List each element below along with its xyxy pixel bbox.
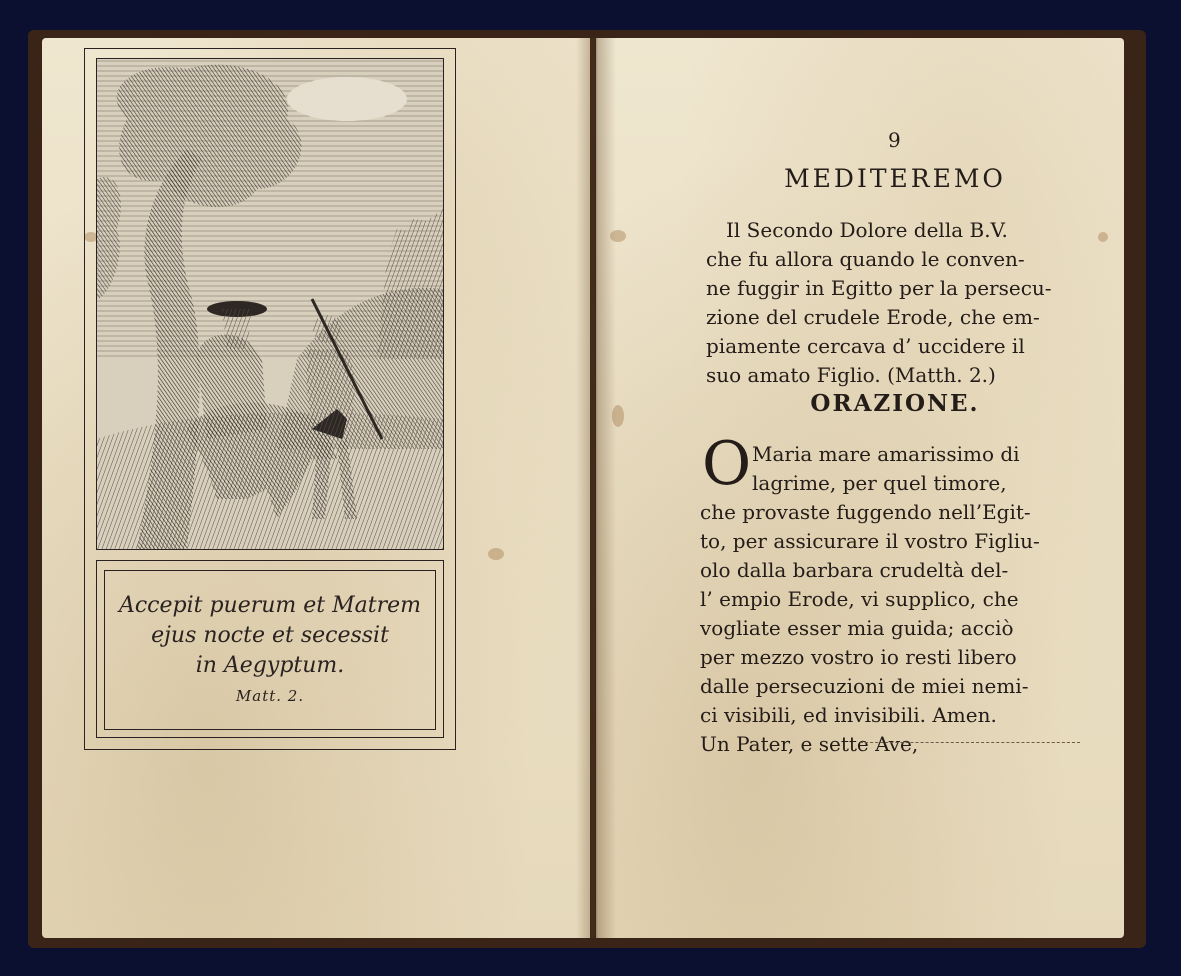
stain [488, 548, 504, 560]
text-line: per mezzo vostro io resti libero [700, 645, 1017, 669]
text-line: olo dalla barbara crudeltà del- [700, 558, 1009, 582]
end-rule [860, 742, 1080, 743]
text-line: che provaste fuggendo nell’Egit- [700, 500, 1031, 524]
caption-line: in Aegyptum. [195, 653, 345, 678]
caption-line: Accepit puerum et Matrem [118, 593, 422, 618]
text-line: vogliate esser mia guida; acciò [700, 616, 1014, 640]
text-line: l’ empio Erode, vi supplico, che [700, 587, 1019, 611]
flight-into-egypt-engraving [97, 59, 443, 549]
drop-cap: O [702, 429, 752, 499]
caption-reference: Matt. 2. [235, 687, 305, 705]
page-title: MEDITEREMO [784, 164, 1006, 193]
prayer-title: ORAZIONE. [810, 390, 980, 417]
stain [1098, 232, 1108, 242]
text-line: zione del crudele Erode, che em- [706, 305, 1040, 329]
text-line: ci visibili, ed invisibili. Amen. [700, 703, 997, 727]
book-gutter [576, 38, 616, 938]
text-line: Un Pater, e sette Ave, [700, 732, 919, 756]
stain [610, 230, 626, 242]
text-line: Maria mare amarissimo di [752, 442, 1020, 466]
text-line: piamente cercava d’ uccidere il [706, 334, 1025, 358]
prayer-paragraph [700, 440, 1095, 759]
text-line: che fu allora quando le conven- [706, 247, 1025, 271]
text-line: to, per assicurare il vostro Figliu- [700, 529, 1040, 553]
text-line: Il Secondo Dolore della B.V. [726, 218, 1008, 242]
text-line: dalle persecuzioni de miei nemi- [700, 674, 1029, 698]
caption-line: ejus nocte et secessit [151, 623, 389, 648]
text-line: ne fuggir in Egitto per la persecu- [706, 276, 1052, 300]
text-line: suo amato Figlio. (Matth. 2.) [706, 363, 996, 387]
page-number: 9 [888, 128, 901, 152]
plate-caption [104, 570, 436, 730]
text-line: lagrime, per quel timore, [752, 471, 1007, 495]
stain [612, 405, 624, 427]
meditation-paragraph [706, 216, 1091, 390]
engraving-illustration [96, 58, 444, 550]
